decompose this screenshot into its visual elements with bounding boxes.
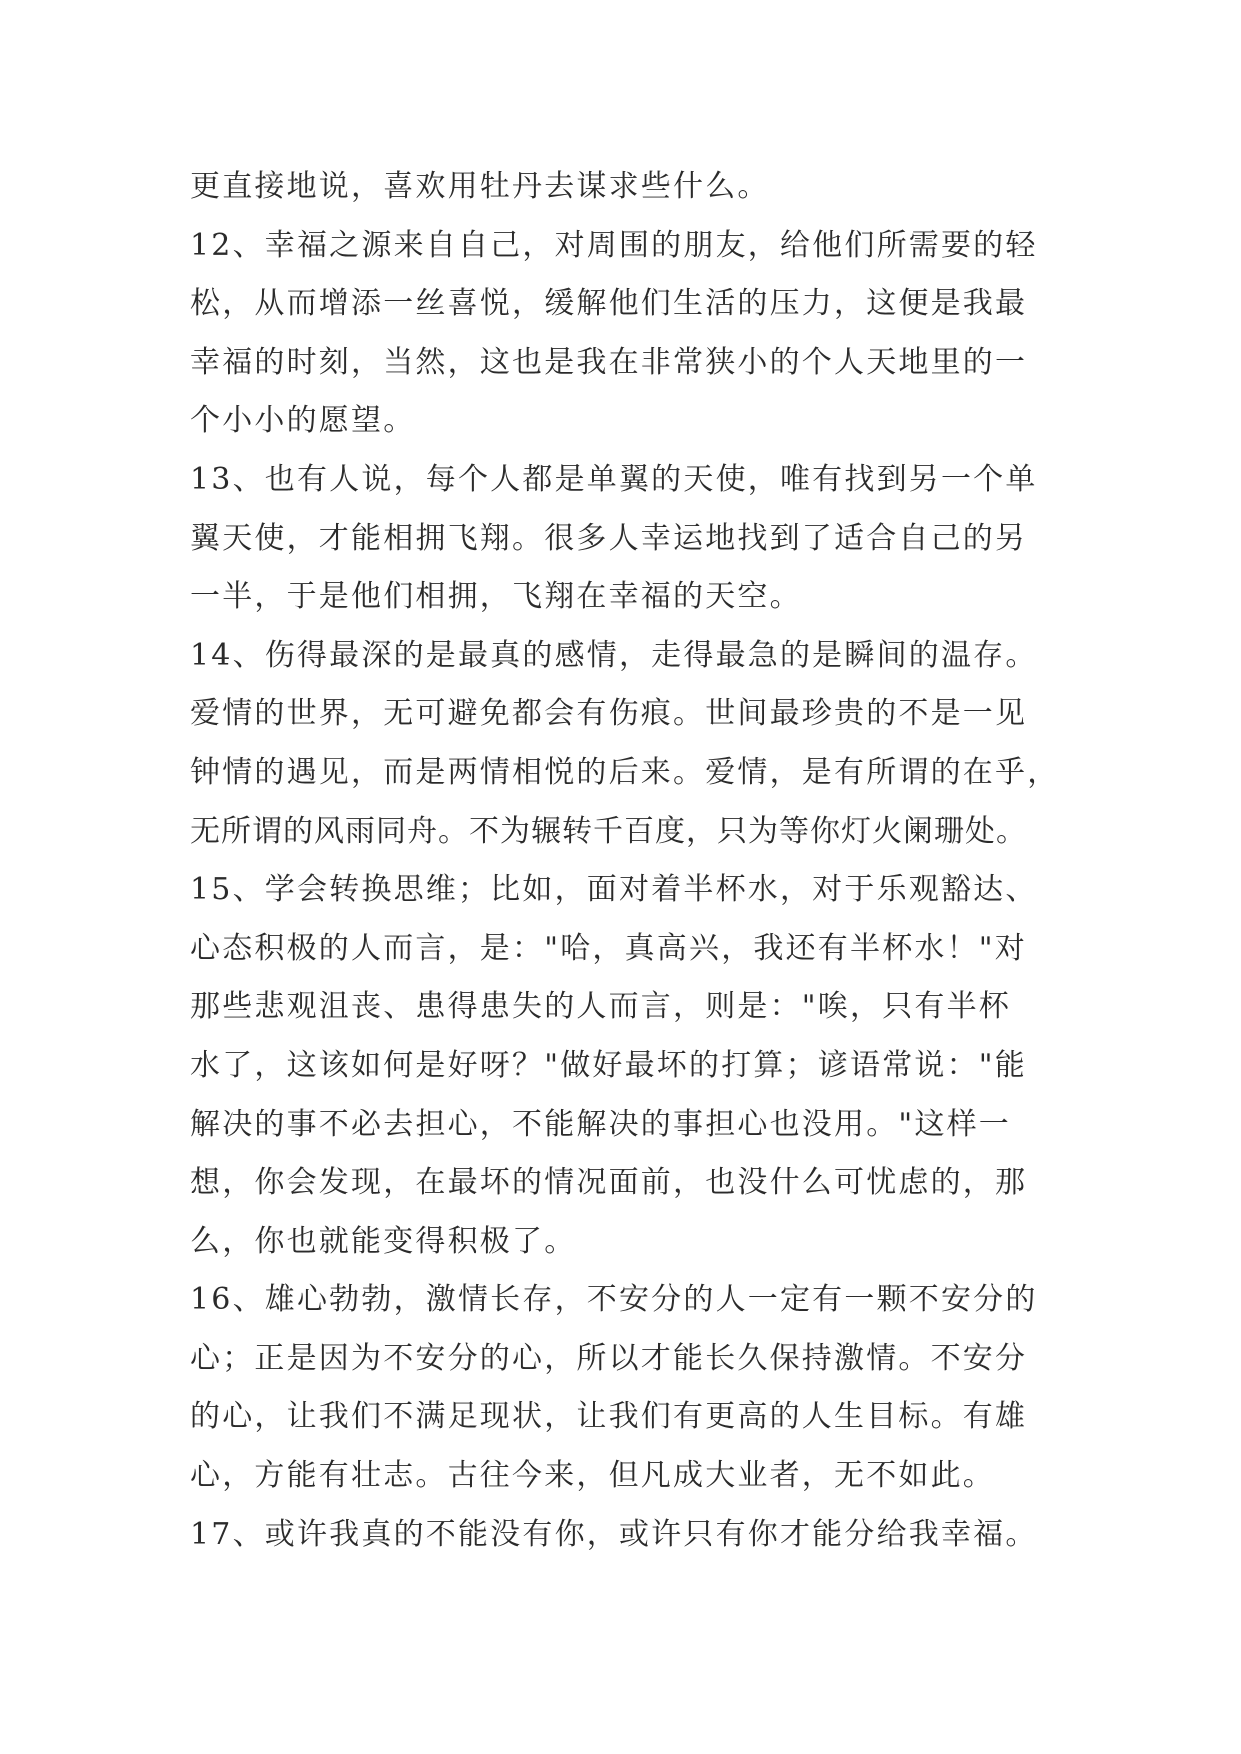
- text-line: 心态积极的人而言，是："哈，真高兴，我还有半杯水！"对: [190, 930, 1027, 966]
- text-line: 心，方能有壮志。古往今来，但凡成大业者，无不如此。: [190, 1458, 995, 1494]
- text-line: 松，从而增添一丝喜悦，缓解他们生活的压力，这便是我最: [190, 286, 1028, 322]
- text-line: 的心，让我们不满足现状，让我们有更高的人生目标。有雄: [190, 1399, 1028, 1435]
- text-line: 16、雄心勃勃，激情长存，不安分的人一定有一颗不安分的: [190, 1282, 1038, 1318]
- text-line: 解决的事不必去担心，不能解决的事担心也没用。"这样一: [190, 1106, 1011, 1142]
- document-body: [190, 158, 1070, 1564]
- text-line: 钟情的遇见，而是两情相悦的后来。爱情，是有所谓的在乎，: [190, 754, 1060, 790]
- text-line: 那些悲观沮丧、患得患失的人而言，则是："唉，只有半杯: [190, 989, 1011, 1025]
- text-line: 17、或许我真的不能没有你，或许只有你才能分给我幸福。: [190, 1516, 1038, 1552]
- text-line: 想，你会发现，在最坏的情况面前，也没什么可忧虑的，那: [190, 1165, 1028, 1201]
- text-line: 爱情的世界，无可避免都会有伤痕。世间最珍贵的不是一见: [190, 696, 1028, 732]
- text-line: 15、学会转换思维；比如，面对着半杯水，对于乐观豁达、: [190, 872, 1038, 908]
- text-line: 12、幸福之源来自自己，对周围的朋友，给他们所需要的轻: [190, 227, 1038, 263]
- text-line: 13、也有人说，每个人都是单翼的天使，唯有找到另一个单: [190, 461, 1038, 497]
- text-line: 一半，于是他们相拥，飞翔在幸福的天空。: [190, 579, 802, 615]
- text-line: 翼天使，才能相拥飞翔。很多人幸运地找到了适合自己的另: [190, 520, 1028, 556]
- text-line: 心；正是因为不安分的心，所以才能长久保持激情。不安分: [190, 1340, 1028, 1376]
- text-line: 水了，这该如何是好呀？"做好最坏的打算；谚语常说："能: [190, 1047, 1027, 1083]
- text-line: 幸福的时刻，当然，这也是我在非常狭小的个人天地里的一: [190, 344, 1028, 380]
- text-line: 无所谓的风雨同舟。不为辗转千百度，只为等你灯火阑珊处。: [190, 813, 1027, 849]
- text-line: 么，你也就能变得积极了。: [190, 1223, 577, 1259]
- text-line: 14、伤得最深的是最真的感情，走得最急的是瞬间的温存。: [190, 637, 1038, 673]
- text-line: 更直接地说，喜欢用牡丹去谋求些什么。: [190, 169, 770, 204]
- text-line: 个小小的愿望。: [190, 403, 416, 439]
